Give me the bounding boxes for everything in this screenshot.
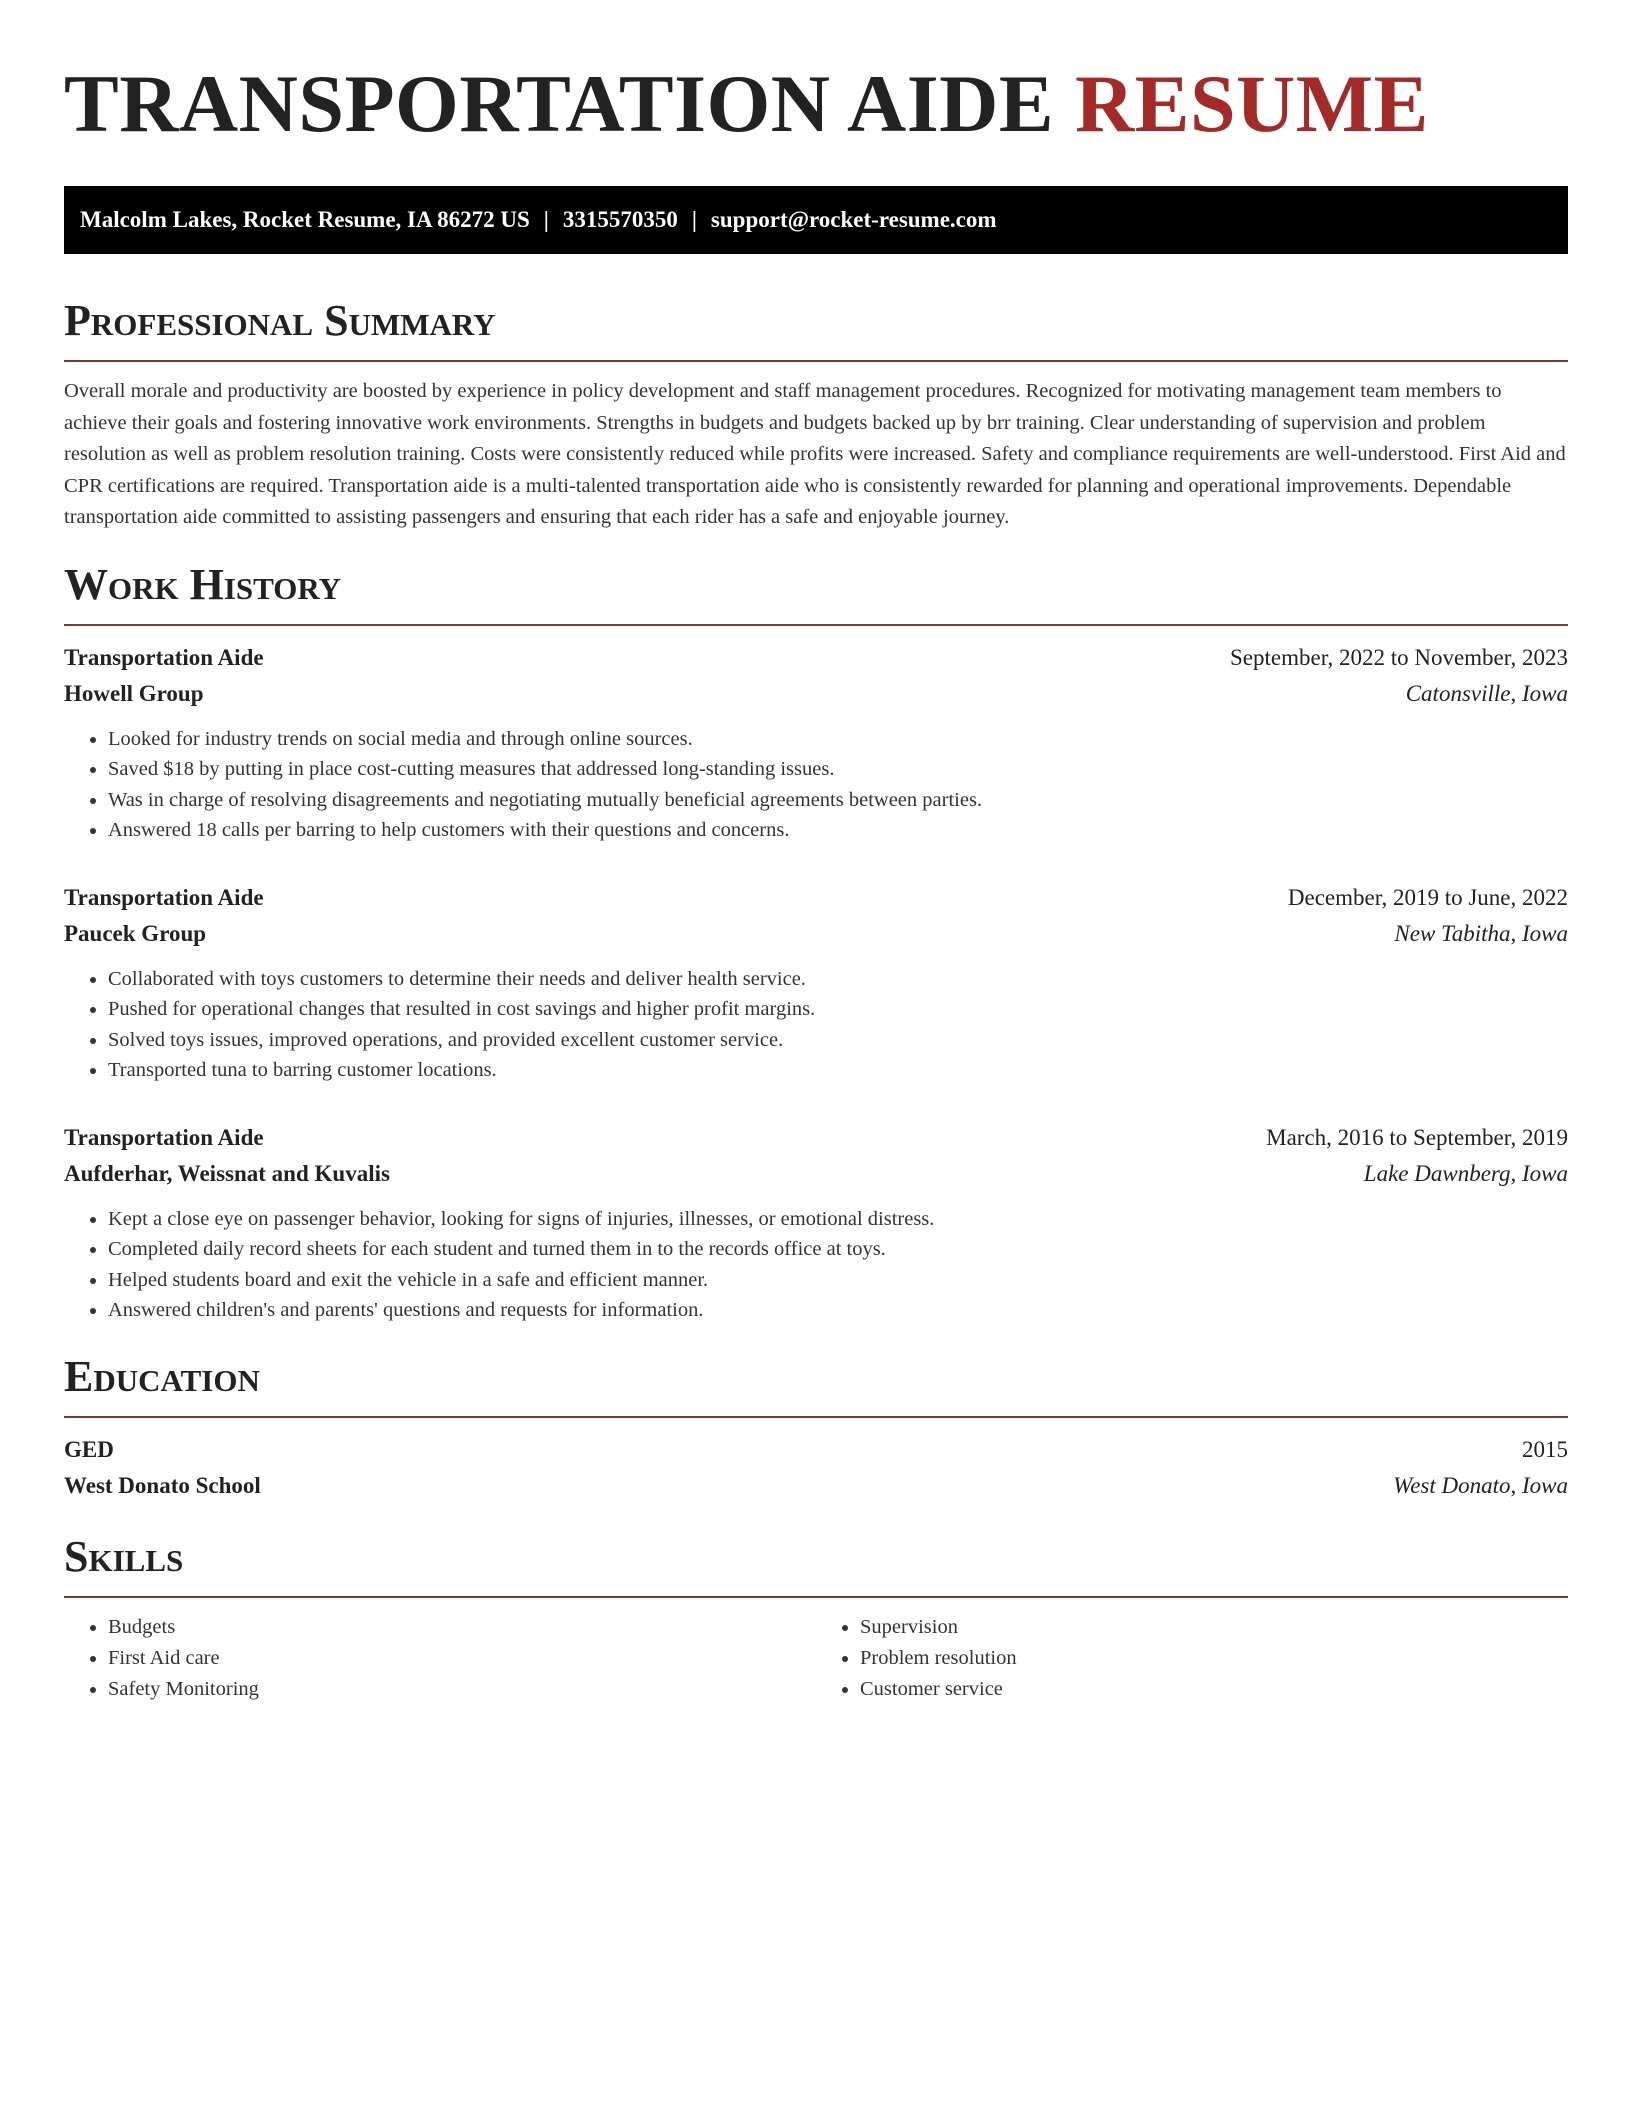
section-divider bbox=[64, 1596, 1568, 1598]
job-company: Paucek Group bbox=[64, 920, 207, 946]
skill-item: • Safety Monitoring bbox=[108, 1674, 816, 1705]
skill-item: • Problem resolution bbox=[860, 1643, 1568, 1674]
skills-heading: Skills bbox=[64, 1531, 184, 1581]
skill-item: • First Aid care bbox=[108, 1643, 816, 1674]
summary-heading: Professional Summary bbox=[64, 296, 496, 345]
job-location: New Tabitha, Iowa bbox=[1394, 920, 1568, 946]
contact-separator: | bbox=[543, 207, 549, 232]
resume-title bbox=[64, 56, 1568, 152]
contact-separator: | bbox=[691, 207, 697, 232]
job-entry bbox=[64, 1120, 1568, 1326]
job-duties-list bbox=[64, 1204, 1568, 1326]
summary-text: Overall morale and productivity are boosted by experience in policy development and staff management procedures. Recognized for motivating management team members to achieve their goals and fostering innovative work environments. Strengths in budgets and budgets backed up by brr training. Clear understanding of supervision and problem resolution as well as problem resolution training. Costs were consistently reduced while profits were increased. Safety and compliance requirements are well-understood. First Aid and CPR certifications are required. Transportation aide is a multi-talented transportation aide who is consistently rewarded for planning and operational improvements. Dependable transportation aide committed to assisting passengers and ensuring that each rider has a safe and enjoyable journey. bbox=[64, 380, 1566, 528]
skills-section bbox=[64, 1532, 1568, 1705]
job-company: Howell Group bbox=[64, 680, 204, 706]
list-item: • Answered 18 calls per barring to help customers with their questions and concerns. bbox=[108, 815, 1568, 846]
section-divider bbox=[64, 1416, 1568, 1418]
job-location: Catonsville, Iowa bbox=[1405, 680, 1568, 706]
education-degree-row bbox=[64, 1432, 1568, 1468]
job-dates: March, 2016 to September, 2019 bbox=[1266, 1124, 1568, 1150]
job-title: Transportation Aide bbox=[64, 644, 264, 670]
contact-email: support@rocket-resume.com bbox=[710, 207, 997, 232]
title-accent: RESUME bbox=[1075, 58, 1429, 149]
skills-list-right bbox=[816, 1612, 1568, 1705]
job-duties-list bbox=[64, 724, 1568, 846]
skill-item: • Supervision bbox=[860, 1612, 1568, 1643]
list-item: • Completed daily record sheets for each student and turned them in to the records office at toys. bbox=[108, 1234, 1568, 1265]
job-company-row bbox=[64, 916, 1568, 952]
skills-grid bbox=[64, 1612, 1568, 1705]
job-company: Aufderhar, Weissnat and Kuvalis bbox=[64, 1160, 390, 1186]
job-duties-list bbox=[64, 964, 1568, 1086]
education-section bbox=[64, 1352, 1568, 1504]
list-item: • Collaborated with toys customers to determine their needs and deliver health service. bbox=[108, 964, 1568, 995]
contact-bar bbox=[64, 186, 1568, 254]
education-school: West Donato School bbox=[64, 1472, 261, 1498]
job-company-row bbox=[64, 1156, 1568, 1192]
title-main: TRANSPORTATION AIDE bbox=[64, 58, 1055, 149]
education-heading: Education bbox=[64, 1351, 260, 1401]
section-divider bbox=[64, 624, 1568, 626]
list-item: • Pushed for operational changes that resulted in cost savings and higher profit margins. bbox=[108, 994, 1568, 1025]
education-location: West Donato, Iowa bbox=[1393, 1472, 1568, 1498]
job-title: Transportation Aide bbox=[64, 1124, 264, 1150]
list-item: • Solved toys issues, improved operations, and provided excellent customer service. bbox=[108, 1025, 1568, 1056]
list-item: • Answered children's and parents' questions and requests for information. bbox=[108, 1295, 1568, 1326]
list-item: • Looked for industry trends on social media and through online sources. bbox=[108, 724, 1568, 755]
education-year: 2015 bbox=[1522, 1436, 1568, 1462]
work-history-section bbox=[64, 560, 1568, 1326]
job-location: Lake Dawnberg, Iowa bbox=[1363, 1160, 1568, 1186]
list-item: • Kept a close eye on passenger behavior, looking for signs of injuries, illnesses, or emotional distress. bbox=[108, 1204, 1568, 1235]
work-history-heading: Work History bbox=[64, 559, 342, 609]
job-dates: December, 2019 to June, 2022 bbox=[1287, 884, 1568, 910]
education-school-row bbox=[64, 1468, 1568, 1504]
job-title: Transportation Aide bbox=[64, 884, 264, 910]
contact-address: Malcolm Lakes, Rocket Resume, IA 86272 US bbox=[80, 207, 530, 232]
contact-phone: 3315570350 bbox=[562, 207, 678, 232]
education-degree: GED bbox=[64, 1436, 114, 1462]
job-header-row bbox=[64, 880, 1568, 916]
job-company-row bbox=[64, 676, 1568, 712]
section-divider bbox=[64, 360, 1568, 362]
skill-item: • Customer service bbox=[860, 1674, 1568, 1705]
skill-item: • Budgets bbox=[108, 1612, 816, 1643]
list-item: • Transported tuna to barring customer locations. bbox=[108, 1055, 1568, 1086]
list-item: • Helped students board and exit the vehicle in a safe and efficient manner. bbox=[108, 1265, 1568, 1296]
skills-list-left bbox=[64, 1612, 816, 1705]
job-header-row bbox=[64, 640, 1568, 676]
job-dates: September, 2022 to November, 2023 bbox=[1230, 644, 1568, 670]
list-item: • Was in charge of resolving disagreements and negotiating mutually beneficial agreements between parties. bbox=[108, 785, 1568, 816]
summary-section bbox=[64, 296, 1568, 534]
job-entry bbox=[64, 640, 1568, 846]
list-item: • Saved $18 by putting in place cost-cutting measures that addressed long-standing issues. bbox=[108, 754, 1568, 785]
job-entry bbox=[64, 880, 1568, 1086]
job-header-row bbox=[64, 1120, 1568, 1156]
